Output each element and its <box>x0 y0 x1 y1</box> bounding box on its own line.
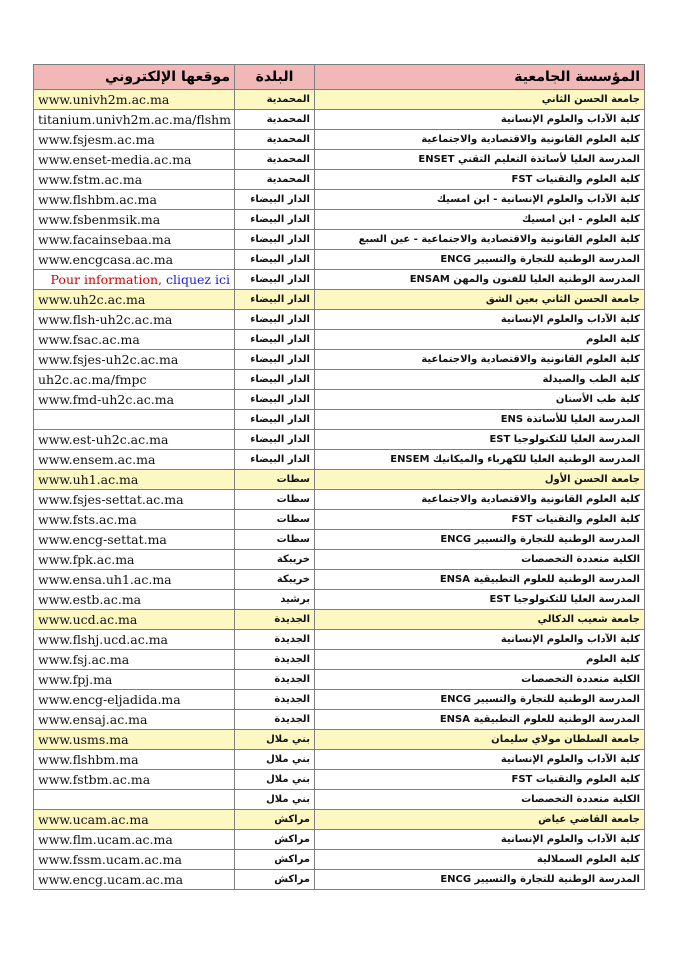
table-row <box>34 110 645 130</box>
header-institution: المؤسسة الجامعية <box>315 65 645 90</box>
city-cell: الجديدة <box>235 610 315 630</box>
table-row <box>34 170 645 190</box>
institution-cell: المدرسة الوطنية العليا للفنون والمهن ENSAM <box>315 270 645 290</box>
institution-cell: المدرسة الوطنية للتجارة والتسيير ENCG <box>315 870 645 890</box>
table-header-row <box>34 65 645 90</box>
university-row <box>34 290 645 310</box>
institution-cell: كلية العلوم <box>315 650 645 670</box>
website-cell[interactable]: www.ucd.ac.ma <box>34 610 235 630</box>
header-city: البلدة <box>235 65 315 90</box>
university-row <box>34 610 645 630</box>
table-row <box>34 510 645 530</box>
table-row <box>34 490 645 510</box>
table-row <box>34 330 645 350</box>
website-cell[interactable]: www.flshj.ucd.ac.ma <box>34 630 235 650</box>
website-cell[interactable]: www.encg-eljadida.ma <box>34 690 235 710</box>
website-cell[interactable]: www.fsj.ac.ma <box>34 650 235 670</box>
institution-cell: كلية الآداب والعلوم الإنسانية <box>315 830 645 850</box>
table-row <box>34 710 645 730</box>
table-row <box>34 650 645 670</box>
website-cell <box>34 790 235 810</box>
table-row <box>34 870 645 890</box>
city-cell: مراكش <box>235 870 315 890</box>
city-cell: الدار البيضاء <box>235 230 315 250</box>
city-cell: الجديدة <box>235 710 315 730</box>
city-cell: مراكش <box>235 830 315 850</box>
website-cell[interactable]: www.flsh-uh2c.ac.ma <box>34 310 235 330</box>
table-row <box>34 130 645 150</box>
institution-cell: الكلية متعددة التخصصات <box>315 550 645 570</box>
university-row <box>34 810 645 830</box>
institutions-table <box>33 64 645 890</box>
table-row <box>34 850 645 870</box>
institution-cell: كلية العلوم القانونية والاقتصادية والاجتماعية <box>315 130 645 150</box>
city-cell: الدار البيضاء <box>235 290 315 310</box>
website-cell[interactable]: www.fsts.ac.ma <box>34 510 235 530</box>
city-cell: الدار البيضاء <box>235 310 315 330</box>
institution-cell: الكلية متعددة التخصصات <box>315 790 645 810</box>
website-cell[interactable]: www.fsbenmsik.ma <box>34 210 235 230</box>
institution-cell: كلية العلوم والتقنيات FST <box>315 770 645 790</box>
table-row <box>34 770 645 790</box>
university-row <box>34 470 645 490</box>
institution-cell: كلية العلوم القانونية والاقتصادية والاجتماعية - عين السبع <box>315 230 645 250</box>
table-body <box>34 90 645 890</box>
website-cell[interactable]: www.usms.ma <box>34 730 235 750</box>
table-row <box>34 830 645 850</box>
institution-cell: كلية العلوم والتقنيات FST <box>315 510 645 530</box>
city-cell: الجديدة <box>235 690 315 710</box>
header-website: موقعها الإلكتروني <box>34 65 235 90</box>
institution-cell: كلية الطب والصيدلة <box>315 370 645 390</box>
institution-cell: كلية طب الأسنان <box>315 390 645 410</box>
institution-cell: الكلية متعددة التخصصات <box>315 670 645 690</box>
website-cell[interactable]: www.flm.ucam.ac.ma <box>34 830 235 850</box>
website-cell[interactable]: www.fsjes-settat.ac.ma <box>34 490 235 510</box>
website-cell[interactable]: www.ensem.ac.ma <box>34 450 235 470</box>
table-row <box>34 530 645 550</box>
city-cell: سطات <box>235 510 315 530</box>
city-cell: المحمدية <box>235 150 315 170</box>
website-cell[interactable]: www.fssm.ucam.ac.ma <box>34 850 235 870</box>
institution-cell: كلية الآداب والعلوم الإنسانية <box>315 310 645 330</box>
table-row <box>34 450 645 470</box>
university-name-cell: جامعة القاضي عياض <box>315 810 645 830</box>
city-cell: المحمدية <box>235 110 315 130</box>
city-cell: المحمدية <box>235 130 315 150</box>
table-row <box>34 790 645 810</box>
table-row <box>34 310 645 330</box>
institution-cell: المدرسة العليا للتكنولوجيا EST <box>315 590 645 610</box>
table-row <box>34 390 645 410</box>
website-cell[interactable]: www.flshbm.ac.ma <box>34 190 235 210</box>
university-name-cell: جامعة الحسن الثاني <box>315 90 645 110</box>
city-cell: بني ملال <box>235 770 315 790</box>
city-cell: مراكش <box>235 850 315 870</box>
university-name-cell: جامعة السلطان مولاي سليمان <box>315 730 645 750</box>
city-cell: الدار البيضاء <box>235 430 315 450</box>
website-cell[interactable]: www.estb.ac.ma <box>34 590 235 610</box>
city-cell: الجديدة <box>235 630 315 650</box>
university-name-cell: جامعة شعيب الدكالي <box>315 610 645 630</box>
institution-cell: المدرسة الوطنية للتجارة والتسيير ENCG <box>315 690 645 710</box>
website-cell[interactable]: www.fstm.ac.ma <box>34 170 235 190</box>
website-cell[interactable]: www.encg.ucam.ac.ma <box>34 870 235 890</box>
city-cell: المحمدية <box>235 90 315 110</box>
table-row <box>34 690 645 710</box>
institution-cell: المدرسة العليا للتكنولوجيا EST <box>315 430 645 450</box>
cliquez-ici-link[interactable]: cliquez ici <box>165 272 230 287</box>
website-cell[interactable]: www.fsac.ac.ma <box>34 330 235 350</box>
institution-cell: المدرسة الوطنية للعلوم التطبيقية ENSA <box>315 710 645 730</box>
institution-cell: المدرسة الوطنية للتجارة والتسيير ENCG <box>315 250 645 270</box>
institution-cell: المدرسة العليا لأساتذة التعليم التقني ENSET <box>315 150 645 170</box>
institution-cell: كلية الآداب والعلوم الإنسانية <box>315 630 645 650</box>
university-row <box>34 730 645 750</box>
info-text: Pour information, <box>50 272 162 287</box>
university-row <box>34 90 645 110</box>
city-cell: المحمدية <box>235 170 315 190</box>
website-cell[interactable]: titanium.univh2m.ac.ma/flshm <box>34 110 235 130</box>
city-cell: خريبكة <box>235 550 315 570</box>
city-cell: الدار البيضاء <box>235 190 315 210</box>
website-cell[interactable]: www.fsjesm.ac.ma <box>34 130 235 150</box>
institution-cell: كلية الآداب والعلوم الإنسانية <box>315 110 645 130</box>
table-row <box>34 570 645 590</box>
city-cell: الدار البيضاء <box>235 330 315 350</box>
institution-cell: المدرسة العليا للأساتذة ENS <box>315 410 645 430</box>
university-name-cell: جامعة الحسن الأول <box>315 470 645 490</box>
city-cell: برشيد <box>235 590 315 610</box>
website-cell[interactable]: www.fstbm.ac.ma <box>34 770 235 790</box>
city-cell: الدار البيضاء <box>235 210 315 230</box>
website-cell[interactable]: www.encgcasa.ac.ma <box>34 250 235 270</box>
city-cell: بني ملال <box>235 790 315 810</box>
website-cell[interactable]: www.ucam.ac.ma <box>34 810 235 830</box>
table-row <box>34 150 645 170</box>
website-cell[interactable]: www.uh2c.ac.ma <box>34 290 235 310</box>
table-row <box>34 190 645 210</box>
city-cell: الدار البيضاء <box>235 270 315 290</box>
institution-cell: كلية الآداب والعلوم الإنسانية - ابن امسيك <box>315 190 645 210</box>
website-cell[interactable]: www.fpk.ac.ma <box>34 550 235 570</box>
website-cell[interactable]: www.est-uh2c.ac.ma <box>34 430 235 450</box>
website-cell[interactable]: www.fsjes-uh2c.ac.ma <box>34 350 235 370</box>
city-cell: الجديدة <box>235 650 315 670</box>
website-cell[interactable]: www.encg-settat.ma <box>34 530 235 550</box>
institution-cell: المدرسة الوطنية للتجارة والتسيير ENCG <box>315 530 645 550</box>
city-cell: الدار البيضاء <box>235 370 315 390</box>
website-cell[interactable]: www.flshbm.ma <box>34 750 235 770</box>
table-row <box>34 350 645 370</box>
website-cell[interactable]: www.enset-media.ac.ma <box>34 150 235 170</box>
website-cell[interactable]: www.fpj.ma <box>34 670 235 690</box>
table-row <box>34 230 645 250</box>
institution-cell: كلية العلوم القانونية والاقتصادية والاجتماعية <box>315 350 645 370</box>
table-row <box>34 670 645 690</box>
website-cell <box>34 410 235 430</box>
institution-cell: كلية الآداب والعلوم الإنسانية <box>315 750 645 770</box>
table-row <box>34 210 645 230</box>
website-cell[interactable] <box>34 270 235 290</box>
table-row <box>34 590 645 610</box>
table-row <box>34 430 645 450</box>
table-row <box>34 270 645 290</box>
city-cell: الدار البيضاء <box>235 410 315 430</box>
table-row <box>34 550 645 570</box>
city-cell: الدار البيضاء <box>235 250 315 270</box>
website-cell[interactable]: www.fmd-uh2c.ac.ma <box>34 390 235 410</box>
institution-cell: المدرسة الوطنية للعلوم التطبيقية ENSA <box>315 570 645 590</box>
institution-cell: كلية العلوم <box>315 330 645 350</box>
website-cell[interactable]: www.univh2m.ac.ma <box>34 90 235 110</box>
website-cell[interactable]: uh2c.ac.ma/fmpc <box>34 370 235 390</box>
institution-cell: كلية العلوم والتقنيات FST <box>315 170 645 190</box>
website-cell[interactable]: www.facainsebaa.ma <box>34 230 235 250</box>
table-row <box>34 750 645 770</box>
city-cell: سطات <box>235 530 315 550</box>
city-cell: الجديدة <box>235 670 315 690</box>
website-cell[interactable]: www.ensa.uh1.ac.ma <box>34 570 235 590</box>
institution-cell: المدرسة الوطنية العليا للكهرباء والميكانيك ENSEM <box>315 450 645 470</box>
university-name-cell: جامعة الحسن الثاني بعين الشق <box>315 290 645 310</box>
city-cell: الدار البيضاء <box>235 390 315 410</box>
institution-cell: كلية العلوم - ابن امسيك <box>315 210 645 230</box>
city-cell: الدار البيضاء <box>235 350 315 370</box>
table-row <box>34 370 645 390</box>
city-cell: سطات <box>235 470 315 490</box>
city-cell: سطات <box>235 490 315 510</box>
table-row <box>34 410 645 430</box>
city-cell: مراكش <box>235 810 315 830</box>
institution-cell: كلية العلوم القانونية والاقتصادية والاجتماعية <box>315 490 645 510</box>
city-cell: خريبكة <box>235 570 315 590</box>
website-cell[interactable]: www.ensaj.ac.ma <box>34 710 235 730</box>
table-row <box>34 630 645 650</box>
city-cell: بني ملال <box>235 750 315 770</box>
city-cell: بني ملال <box>235 730 315 750</box>
website-cell[interactable]: www.uh1.ac.ma <box>34 470 235 490</box>
table-row <box>34 250 645 270</box>
institution-cell: كلية العلوم السملالية <box>315 850 645 870</box>
city-cell: الدار البيضاء <box>235 450 315 470</box>
